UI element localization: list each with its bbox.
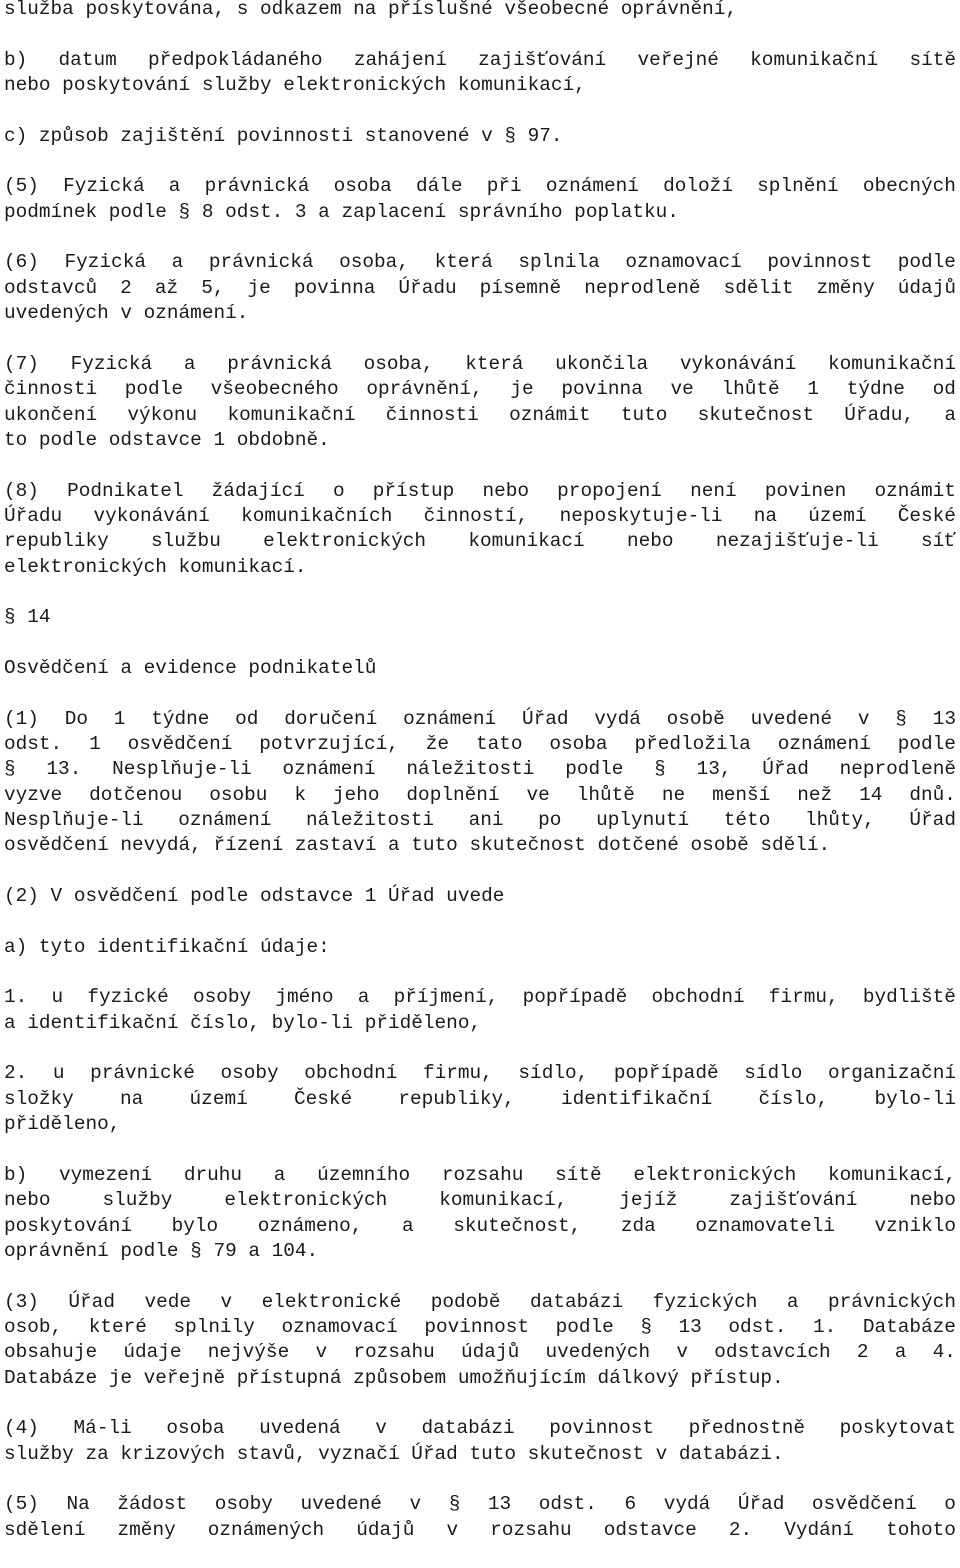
text-line: (3) Úřad vede v elektronické podobě databázi fyzických a právnických bbox=[4, 1290, 956, 1313]
paragraph-p-7 bbox=[4, 352, 956, 453]
paragraph-p14-2 bbox=[4, 884, 956, 909]
text-line: odst. 1 osvědčení potvrzující, že tato osoba předložila oznámení podle bbox=[4, 732, 956, 755]
text-line: obsahuje údaje nejvýše v rozsahu údajů uvedených v odstavcích 2 a 4. bbox=[4, 1341, 956, 1364]
text-line: osob, které splnily oznamovací povinnost podle § 13 odst. 1. Databáze bbox=[4, 1315, 956, 1338]
text-line: (7) Fyzická a právnická osoba, která ukončila vykonávání komunikační bbox=[4, 352, 956, 375]
paragraph-p14-4 bbox=[4, 1416, 956, 1467]
text-line: republiky službu elektronických komunikací nebo nezajišťuje-li síť bbox=[4, 530, 956, 553]
document-page bbox=[4, 0, 956, 1568]
text-line: (2) V osvědčení podle odstavce 1 Úřad uvede bbox=[4, 885, 505, 908]
paragraph-section-14 bbox=[4, 605, 956, 630]
text-line: (5) Na žádost osoby uvedené v § 13 odst. 6 vydá Úřad osvědčení o bbox=[4, 1493, 956, 1516]
text-line: složky na území České republiky, identifikační číslo, bylo-li bbox=[4, 1087, 956, 1110]
text-line: ukončení výkonu komunikační činnosti oznámit tuto skutečnost Úřadu, a bbox=[4, 403, 956, 426]
text-line: b) datum předpokládaného zahájení zajišťování veřejné komunikační sítě bbox=[4, 48, 956, 71]
text-line: to podle odstavce 1 obdobně. bbox=[4, 428, 330, 451]
paragraph-p14-2-a-1 bbox=[4, 985, 956, 1036]
paragraph-p14-5 bbox=[4, 1492, 956, 1543]
paragraph-p14-2-b bbox=[4, 1163, 956, 1264]
text-line: poskytování bylo oznámeno, a skutečnost, zda oznamovateli vzniklo bbox=[4, 1214, 956, 1237]
text-line: služba poskytována, s odkazem na příslušné všeobecné oprávnění, bbox=[4, 0, 738, 20]
text-line: Úřadu vykonávání komunikačních činností, neposkytuje-li na území České bbox=[4, 504, 956, 527]
text-line: sdělení změny oznámených údajů v rozsahu odstavce 2. Vydání tohoto bbox=[4, 1518, 956, 1541]
text-line: nebo poskytování služby elektronických komunikací, bbox=[4, 74, 586, 97]
text-line: (4) Má-li osoba uvedená v databázi povinnost přednostně poskytovat bbox=[4, 1417, 956, 1440]
text-line: § 14 bbox=[4, 606, 51, 629]
paragraph-p-c-method bbox=[4, 124, 956, 149]
text-line: osvědčení nevydá, řízení zastaví a tuto skutečnost dotčené osobě sdělí. bbox=[4, 834, 831, 857]
text-line: (1) Do 1 týdne od doručení oznámení Úřad vydá osobě uvedené v § 13 bbox=[4, 707, 956, 730]
text-line: přiděleno, bbox=[4, 1113, 121, 1136]
text-line: 2. u právnické osoby obchodní firmu, sídlo, popřípadě sídlo organizační bbox=[4, 1062, 956, 1085]
text-line: podmínek podle § 8 odst. 3 a zaplacení správního poplatku. bbox=[4, 200, 679, 223]
text-line: 1. u fyzické osoby jméno a příjmení, popřípadě obchodní firmu, bydliště bbox=[4, 986, 956, 1009]
paragraph-p-6 bbox=[4, 250, 956, 326]
text-line: odstavců 2 až 5, je povinna Úřadu písemně neprodleně sdělit změny údajů bbox=[4, 276, 956, 299]
paragraph-p14-3 bbox=[4, 1290, 956, 1391]
paragraph-p14-2-a-2 bbox=[4, 1061, 956, 1137]
text-line: Osvědčení a evidence podnikatelů bbox=[4, 656, 377, 679]
text-line: uvedených v oznámení. bbox=[4, 302, 249, 325]
paragraph-p-5 bbox=[4, 174, 956, 225]
text-line: elektronických komunikací. bbox=[4, 555, 307, 578]
paragraph-section-14-title bbox=[4, 656, 956, 681]
text-line: Nesplňuje-li oznámení náležitosti ani po uplynutí této lhůty, Úřad bbox=[4, 809, 956, 831]
text-line: Databáze je veřejně přístupná způsobem umožňujícím dálkový přístup. bbox=[4, 1366, 784, 1389]
text-line: (8) Podnikatel žádající o přístup nebo propojení není povinen oznámit bbox=[4, 479, 956, 502]
text-line: c) způsob zajištění povinnosti stanovené v § 97. bbox=[4, 124, 563, 147]
paragraph-p14-1 bbox=[4, 707, 956, 859]
paragraph-p-b-date bbox=[4, 48, 956, 99]
text-line: b) vymezení druhu a územního rozsahu sítě elektronických komunikací, bbox=[4, 1163, 956, 1186]
text-line: činnosti podle všeobecného oprávnění, je povinna ve lhůtě 1 týdne od bbox=[4, 378, 956, 401]
paragraph-p-8 bbox=[4, 479, 956, 580]
paragraph-p14-2-a bbox=[4, 935, 956, 960]
text-line: vyzve dotčenou osobu k jeho doplnění ve lhůtě ne menší než 14 dnů. bbox=[4, 783, 956, 806]
text-line: (5) Fyzická a právnická osoba dále při oznámení doloží splnění obecných bbox=[4, 175, 956, 198]
text-line: nebo služby elektronických komunikací, jejíž zajišťování nebo bbox=[4, 1189, 956, 1212]
text-line: § 13. Nesplňuje-li oznámení náležitosti podle § 13, Úřad neprodleně bbox=[4, 758, 956, 781]
text-line: (6) Fyzická a právnická osoba, která splnila oznamovací povinnost podle bbox=[4, 251, 956, 274]
text-line: a) tyto identifikační údaje: bbox=[4, 935, 330, 958]
text-line: oprávnění podle § 79 a 104. bbox=[4, 1239, 319, 1262]
paragraph-p-service-provided bbox=[4, 0, 956, 22]
text-line: služby za krizových stavů, vyznačí Úřad tuto skutečnost v databázi. bbox=[4, 1442, 784, 1465]
text-line: a identifikační číslo, bylo-li přiděleno, bbox=[4, 1011, 482, 1034]
